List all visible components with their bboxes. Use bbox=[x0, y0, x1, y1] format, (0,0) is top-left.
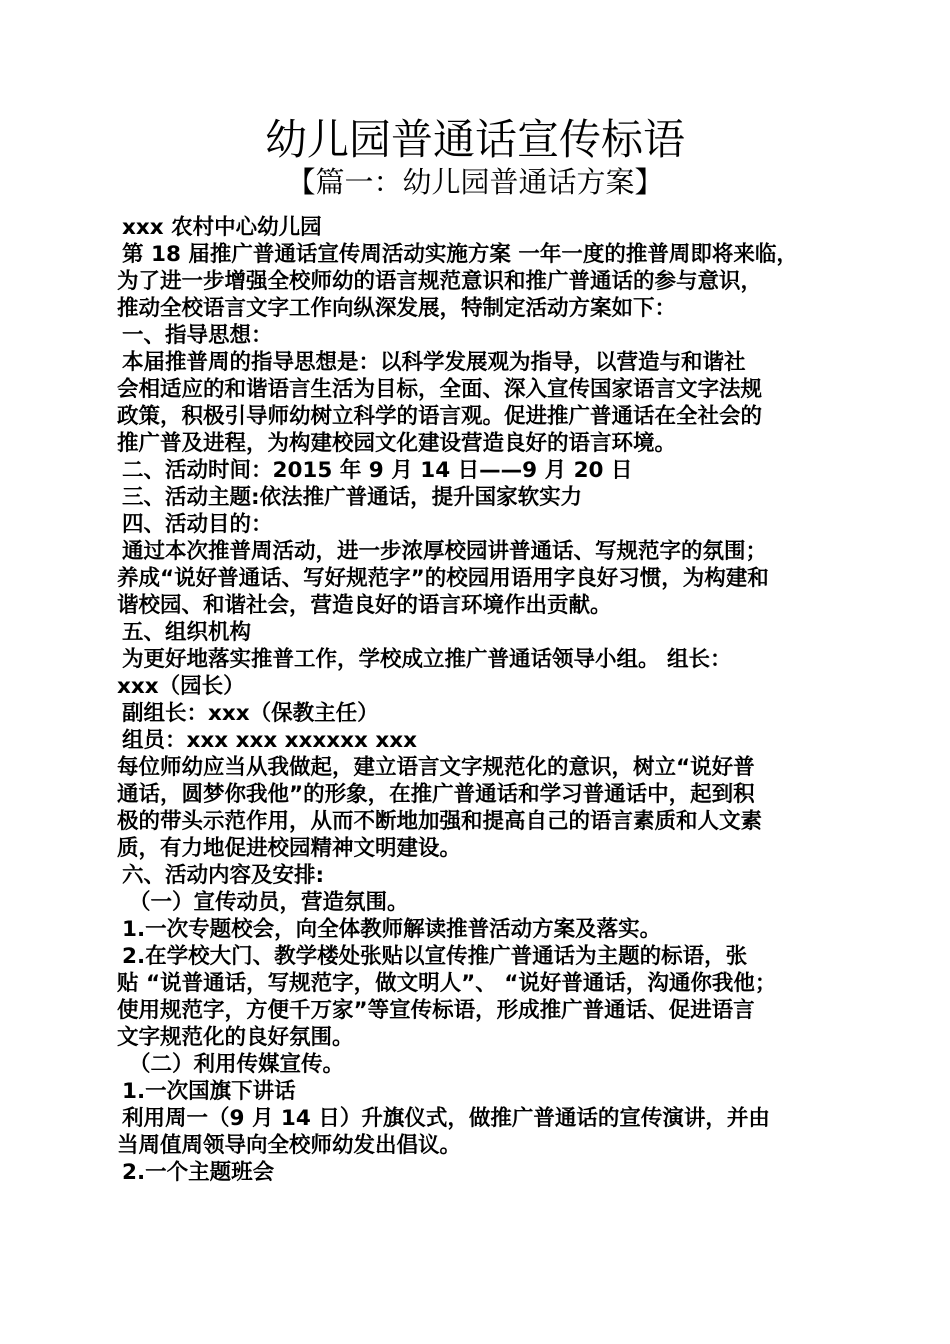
body-line: 极的带头示范作用，从而不断地加强和提高自己的语言素质和人文素 bbox=[117, 809, 763, 834]
body-line: 谐校园、和谐社会，营造良好的语言环境作出贡献。 bbox=[117, 593, 612, 618]
body-line: 文字规范化的良好氛围。 bbox=[117, 1025, 354, 1050]
body-line: 组员：xxx xxx xxxxxx xxx bbox=[122, 728, 417, 753]
document-body bbox=[117, 214, 857, 1186]
body-line: 养成“说好普通话、写好规范字”的校园用语用字良好习惯，为构建和 bbox=[117, 566, 769, 591]
document-title: 幼儿园普通话宣传标语 bbox=[264, 115, 685, 164]
body-line: 推动全校语言文字工作向纵深发展，特制定活动方案如下： bbox=[117, 296, 677, 321]
body-line: 推广普及进程，为构建校园文化建设营造良好的语言环境。 bbox=[117, 431, 677, 456]
section-heading: 四、活动目的： bbox=[122, 512, 273, 537]
section-heading: 三、活动主题:依法推广普通话，提升国家软实力 bbox=[122, 485, 583, 510]
body-line: 1.一次国旗下讲话 bbox=[122, 1079, 296, 1104]
body-line-org: xxx 农村中心幼儿园 bbox=[122, 215, 322, 240]
subsection-heading: （一）宣传动员，营造氛围。 bbox=[129, 890, 409, 915]
body-line: 会相适应的和谐语言生活为目标，全面、深入宣传国家语言文字法规 bbox=[117, 377, 763, 402]
body-line: 2.在学校大门、教学楼处张贴以宣传推广普通话为主题的标语，张 bbox=[122, 944, 748, 969]
body-line: 利用周一（9 月 14 日）升旗仪式，做推广普通话的宣传演讲，并由 bbox=[122, 1106, 770, 1131]
section-heading: 一、指导思想： bbox=[122, 323, 273, 348]
body-line: 第 18 届推广普通话宣传周活动实施方案 一年一度的推普周即将来临， bbox=[122, 242, 798, 267]
body-line: 本届推普周的指导思想是：以科学发展观为指导，以营造与和谐社 bbox=[122, 350, 746, 375]
body-line: 通过本次推普周活动，进一步浓厚校园讲普通话、写规范字的氛围； bbox=[122, 539, 768, 564]
body-line: 贴 “说普通话，写规范字，做文明人”、 “说好普通话，沟通你我他； bbox=[117, 971, 777, 996]
body-line: 政策，积极引导师幼树立科学的语言观。促进推广普通话在全社会的 bbox=[117, 404, 763, 429]
body-line: 为更好地落实推普工作，学校成立推广普通话领导小组。 组长： bbox=[122, 647, 732, 672]
body-line: 质，有力地促进校园精神文明建设。 bbox=[117, 836, 462, 861]
section-heading: 六、活动内容及安排: bbox=[122, 863, 325, 888]
document-subtitle: 【篇一：幼儿园普通话方案】 bbox=[286, 165, 664, 199]
body-line: 副组长：xxx（保教主任） bbox=[122, 701, 379, 726]
body-line: 1.一次专题校会，向全体教师解读推普活动方案及落实。 bbox=[122, 917, 662, 942]
section-heading: 五、组织机构 bbox=[122, 620, 252, 645]
body-line: 通话，圆梦你我他”的形象，在推广普通话和学习普通话中，起到积 bbox=[117, 782, 755, 807]
body-line: 每位师幼应当从我做起，建立语言文字规范化的意识，树立“说好普 bbox=[117, 755, 755, 780]
body-line: 当周值周领导向全校师幼发出倡议。 bbox=[117, 1133, 462, 1158]
subsection-heading: （二）利用传媒宣传。 bbox=[129, 1052, 345, 1077]
body-line: 使用规范字，方便千万家”等宣传标语，形成推广普通话、促进语言 bbox=[117, 998, 755, 1023]
body-line: 2.一个主题班会 bbox=[122, 1160, 275, 1185]
body-line: 为了进一步增强全校师幼的语言规范意识和推广普通话的参与意识， bbox=[117, 269, 763, 294]
section-heading: 二、活动时间：2015 年 9 月 14 日——9 月 20 日 bbox=[122, 458, 633, 483]
body-line: xxx（园长） bbox=[117, 674, 245, 699]
